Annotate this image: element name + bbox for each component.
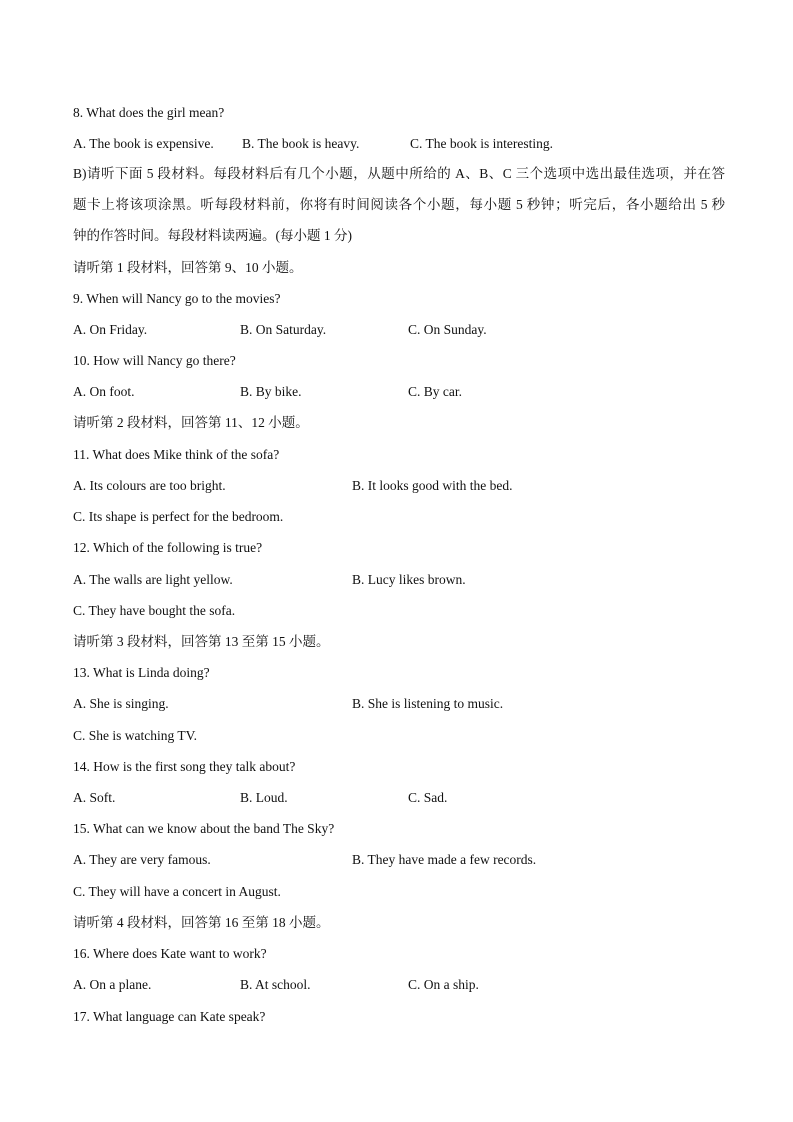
question-13-stem: 13. What is Linda doing?	[73, 665, 210, 680]
question-11-stem: 11. What does Mike think of the sofa?	[73, 447, 280, 462]
question-9-option-b: B. On Saturday.	[240, 322, 327, 337]
section-b-instructions-line-2: 题卡上将该项涂黑。听每段材料前，你将有时间阅读各个小题，每小题 5 秒钟；听完后，各小题给出 5 秒	[73, 197, 725, 212]
part-4-heading: 请听第 4 段材料，回答第 16 至第 18 小题。	[73, 915, 330, 930]
section-b-instructions-line-3: 钟的作答时间。每段材料读两遍。(每小题 1 分)	[73, 228, 352, 243]
question-14-stem: 14. How is the first song they talk about?	[73, 759, 296, 774]
question-8-option-c: C. The book is interesting.	[410, 136, 553, 151]
question-8-option-b: B. The book is heavy.	[242, 136, 360, 151]
question-10-stem: 10. How will Nancy go there?	[73, 353, 236, 368]
question-11-option-a: A. Its colours are too bright.	[73, 478, 226, 493]
question-16-option-c: C. On a ship.	[408, 977, 479, 992]
question-16-option-a: A. On a plane.	[73, 977, 152, 992]
part-1-heading: 请听第 1 段材料，回答第 9、10 小题。	[73, 260, 303, 275]
question-15-option-b: B. They have made a few records.	[352, 852, 537, 867]
question-13-option-a: A. She is singing.	[73, 696, 169, 711]
question-10-option-c: C. By car.	[408, 384, 462, 399]
question-12-option-c: C. They have bought the sofa.	[73, 603, 236, 618]
question-14-option-c: C. Sad.	[408, 790, 448, 805]
question-14-option-b: B. Loud.	[240, 790, 288, 805]
question-8-stem: 8. What does the girl mean?	[73, 105, 225, 120]
question-11-option-c: C. Its shape is perfect for the bedroom.	[73, 509, 284, 524]
question-10-option-b: B. By bike.	[240, 384, 302, 399]
question-14-option-a: A. Soft.	[73, 790, 116, 805]
question-15-option-a: A. They are very famous.	[73, 852, 211, 867]
question-12-stem: 12. Which of the following is true?	[73, 540, 263, 555]
question-15-option-c: C. They will have a concert in August.	[73, 884, 281, 899]
section-b-instructions	[73, 158, 725, 251]
part-2-heading: 请听第 2 段材料，回答第 11、12 小题。	[73, 415, 309, 430]
question-17-stem: 17. What language can Kate speak?	[73, 1009, 266, 1024]
question-13-option-c: C. She is watching TV.	[73, 728, 198, 743]
question-10-option-a: A. On foot.	[73, 384, 135, 399]
question-16-option-b: B. At school.	[240, 977, 311, 992]
question-9-option-a: A. On Friday.	[73, 322, 148, 337]
question-12-option-a: A. The walls are light yellow.	[73, 572, 233, 587]
question-11-option-b: B. It looks good with the bed.	[352, 478, 513, 493]
question-13-option-b: B. She is listening to music.	[352, 696, 504, 711]
question-16-stem: 16. Where does Kate want to work?	[73, 946, 267, 961]
question-9-option-c: C. On Sunday.	[408, 322, 487, 337]
question-12-option-b: B. Lucy likes brown.	[352, 572, 466, 587]
question-15-stem: 15. What can we know about the band The Sky?	[73, 821, 335, 836]
question-9-stem: 9. When will Nancy go to the movies?	[73, 291, 281, 306]
section-b-instructions-line-1: B)请听下面 5 段材料。每段材料后有几个小题，从题中所给的 A、B、C 三个选项中选出最佳选项，并在答	[73, 166, 725, 181]
question-8-option-a: A. The book is expensive.	[73, 136, 214, 151]
part-3-heading: 请听第 3 段材料，回答第 13 至第 15 小题。	[73, 634, 330, 649]
